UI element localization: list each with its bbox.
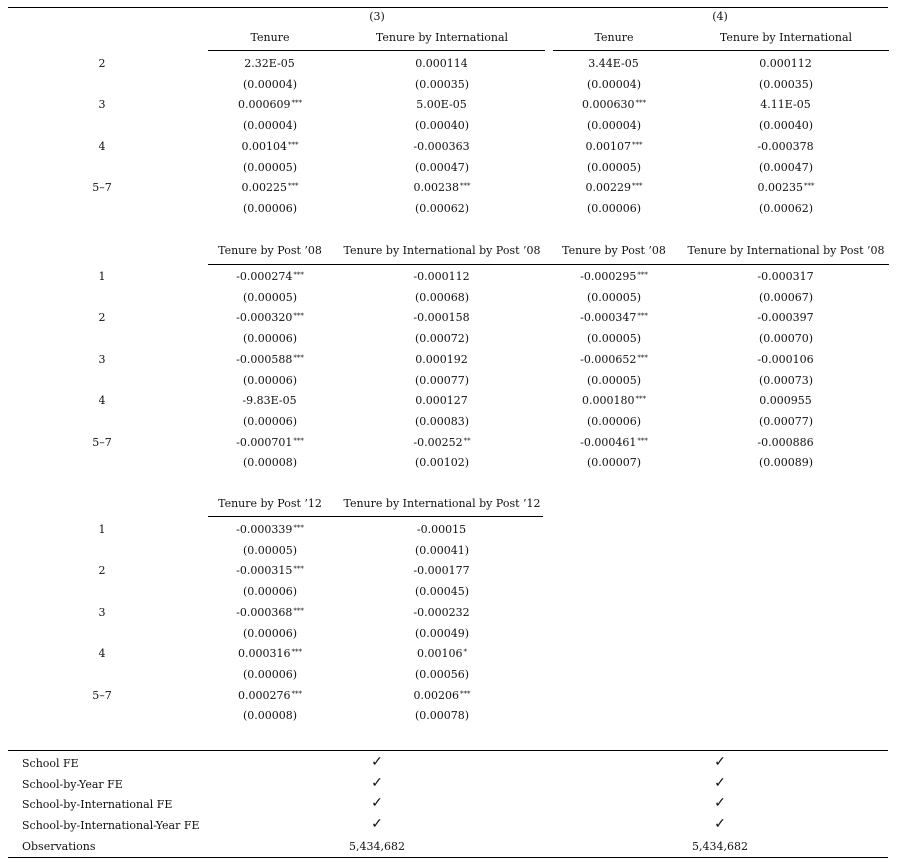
coefficient-value: -0.000461 [580, 436, 637, 449]
coefficient [413, 140, 470, 154]
coefficient [759, 57, 813, 71]
row-label: 4 [98, 140, 106, 153]
standard-error: (0.00006) [586, 202, 642, 215]
panel-2-header-col-2: Tenure by International by Post ’08 [343, 244, 541, 257]
coefficient [238, 647, 302, 661]
standard-error: (0.00040) [758, 119, 814, 132]
standard-error: (0.00006) [586, 415, 642, 428]
column-number-4: (4) [712, 10, 728, 23]
row-label: 3 [98, 353, 106, 366]
row-label: 3 [98, 98, 106, 111]
coefficient-value: 5.00E-05 [416, 98, 467, 111]
row-label: 2 [98, 57, 106, 70]
panel-2-header-rule-1 [208, 264, 889, 265]
coefficient-value: -0.000652 [580, 353, 637, 366]
significance-stars: *** [288, 182, 299, 190]
coefficient-value: -0.000177 [413, 564, 470, 577]
panel-2-header-col-1: Tenure by Post ’08 [218, 244, 322, 257]
panel-1-header-col-3: Tenure [594, 31, 634, 44]
row-label: 1 [98, 523, 106, 536]
standard-error: (0.00077) [414, 374, 470, 387]
significance-stars: * [463, 648, 467, 656]
coefficient [588, 57, 639, 71]
significance-stars: *** [804, 182, 815, 190]
significance-stars: *** [293, 565, 304, 573]
standard-error: (0.00067) [758, 291, 814, 304]
standard-error: (0.00006) [242, 332, 298, 345]
standard-error: (0.00006) [242, 668, 298, 681]
coefficient-value: 0.00235 [757, 181, 803, 194]
coefficient-value: -0.000368 [236, 606, 293, 619]
coefficient-value: -9.83E-05 [242, 394, 297, 407]
row-label: 2 [98, 564, 106, 577]
coefficient-value: -0.000295 [580, 270, 637, 283]
coefficient-value: -0.000274 [236, 270, 293, 283]
coefficient [760, 98, 811, 112]
row-label: 4 [98, 647, 106, 660]
coefficient-value: -0.000315 [236, 564, 293, 577]
standard-error: (0.00045) [414, 585, 470, 598]
coefficient-value: -0.000397 [757, 311, 814, 324]
coefficient [413, 606, 470, 620]
standard-error: (0.00005) [586, 374, 642, 387]
coefficient [413, 564, 470, 578]
column-number-3: (3) [369, 10, 385, 23]
standard-error: (0.00004) [242, 119, 298, 132]
standard-error: (0.00005) [242, 544, 298, 557]
coefficient-value: 0.000112 [759, 57, 812, 70]
standard-error: (0.00004) [586, 78, 642, 91]
standard-error: (0.00047) [414, 161, 470, 174]
standard-error: (0.00007) [586, 456, 642, 469]
coefficient [757, 140, 814, 154]
check-icon: ✓ [714, 754, 726, 770]
standard-error: (0.00004) [586, 119, 642, 132]
coefficient-value: -0.000106 [757, 353, 814, 366]
check-icon: ✓ [371, 754, 383, 770]
coefficient [236, 270, 304, 284]
observations-value: 5,434,682 [692, 840, 748, 853]
row-label: 5–7 [92, 436, 112, 449]
coefficient [242, 140, 299, 154]
standard-error: (0.00006) [242, 585, 298, 598]
row-label: 2 [98, 311, 106, 324]
check-icon: ✓ [371, 795, 383, 811]
standard-error: (0.00089) [758, 456, 814, 469]
significance-stars: *** [637, 437, 648, 445]
coefficient [580, 270, 648, 284]
panel-1-header-rule-2 [553, 50, 889, 51]
coefficient-value: 0.00229 [585, 181, 631, 194]
standard-error: (0.00006) [242, 202, 298, 215]
coefficient [586, 181, 643, 195]
row-label: 5–7 [92, 181, 112, 194]
standard-error: (0.00047) [758, 161, 814, 174]
significance-stars: *** [635, 99, 646, 107]
coefficient [415, 353, 469, 367]
coefficient-value: 3.44E-05 [588, 57, 639, 70]
standard-error: (0.00102) [414, 456, 470, 469]
coefficient [414, 181, 471, 195]
coefficient [415, 57, 469, 71]
coefficient [242, 181, 299, 195]
coefficient [413, 311, 470, 325]
standard-error: (0.00035) [758, 78, 814, 91]
coefficient [757, 311, 814, 325]
coefficient [580, 311, 648, 325]
significance-stars: *** [293, 271, 304, 279]
coefficient-value: -0.000886 [757, 436, 814, 449]
coefficient [758, 181, 815, 195]
standard-error: (0.00068) [414, 291, 470, 304]
panel-1-header-rule-1 [208, 50, 545, 51]
standard-error: (0.00072) [414, 332, 470, 345]
coefficient [236, 564, 304, 578]
coefficient-value: 0.000276 [238, 689, 291, 702]
standard-error: (0.00077) [758, 415, 814, 428]
coefficient [242, 394, 297, 408]
coefficient-value: 0.000630 [582, 98, 635, 111]
coefficient [238, 689, 302, 703]
row-label: 3 [98, 606, 106, 619]
coefficient [582, 394, 646, 408]
significance-stars: *** [291, 648, 302, 656]
significance-stars: *** [460, 182, 471, 190]
coefficient-value: -0.000232 [413, 606, 470, 619]
coefficient [757, 353, 814, 367]
coefficient [580, 353, 648, 367]
significance-stars: *** [293, 524, 304, 532]
coefficient-value: 0.000180 [582, 394, 635, 407]
panel-3-header-col-2: Tenure by International by Post ’12 [343, 497, 541, 510]
standard-error: (0.00078) [414, 709, 470, 722]
coefficient [580, 436, 648, 450]
coefficient [413, 436, 470, 450]
standard-error: (0.00006) [242, 627, 298, 640]
coefficient-value: -0.000701 [236, 436, 293, 449]
coefficient [416, 98, 467, 112]
coefficient [415, 394, 469, 408]
coefficient [759, 394, 813, 408]
significance-stars: *** [293, 312, 304, 320]
coefficient [414, 689, 471, 703]
coefficient [236, 436, 304, 450]
fe-row-label: School FE [22, 757, 79, 770]
significance-stars: *** [293, 607, 304, 615]
coefficient [586, 140, 643, 154]
coefficient-value: 0.00238 [413, 181, 459, 194]
check-icon: ✓ [714, 775, 726, 791]
standard-error: (0.00006) [242, 415, 298, 428]
coefficient [417, 523, 467, 537]
coefficient [757, 436, 814, 450]
significance-stars: *** [291, 690, 302, 698]
standard-error: (0.00005) [242, 291, 298, 304]
row-label: 4 [98, 394, 106, 407]
coefficient [236, 311, 304, 325]
panel-2-header-col-3: Tenure by Post ’08 [562, 244, 666, 257]
panel-1-header-col-2: Tenure by International [375, 31, 509, 44]
standard-error: (0.00056) [414, 668, 470, 681]
coefficient-value: 0.00225 [241, 181, 287, 194]
fe-row-label: School-by-International-Year FE [22, 819, 200, 832]
standard-error: (0.00062) [758, 202, 814, 215]
coefficient-value: -0.00015 [416, 523, 467, 536]
coefficient-value: -0.000347 [580, 311, 637, 324]
panel-1-header-col-1: Tenure [250, 31, 290, 44]
coefficient [236, 523, 304, 537]
significance-stars: *** [293, 354, 304, 362]
coefficient [417, 647, 467, 661]
standard-error: (0.00004) [242, 78, 298, 91]
panel-2-header-col-4: Tenure by International by Post ’08 [687, 244, 885, 257]
check-icon: ✓ [714, 795, 726, 811]
standard-error: (0.00035) [414, 78, 470, 91]
standard-error: (0.00073) [758, 374, 814, 387]
coefficient-value: -0.000317 [757, 270, 814, 283]
coefficient-value: -0.000158 [413, 311, 470, 324]
coefficient-value: 2.32E-05 [244, 57, 295, 70]
significance-stars: *** [293, 437, 304, 445]
coefficient-value: 0.000316 [238, 647, 291, 660]
row-label: 5–7 [92, 689, 112, 702]
coefficient-value: 4.11E-05 [760, 98, 811, 111]
coefficient-value: -0.000320 [236, 311, 293, 324]
coefficient-value: -0.000378 [757, 140, 814, 153]
significance-stars: *** [635, 395, 646, 403]
significance-stars: *** [291, 99, 302, 107]
coefficient-value: -0.000339 [236, 523, 293, 536]
coefficient [236, 606, 304, 620]
coefficient-value: -0.000588 [236, 353, 293, 366]
bottom-rule [8, 857, 888, 858]
fe-row-label: Observations [22, 840, 96, 853]
fe-row-label: School-by-Year FE [22, 778, 123, 791]
check-icon: ✓ [371, 816, 383, 832]
coefficient [413, 270, 470, 284]
panel-3-header-col-1: Tenure by Post ’12 [218, 497, 322, 510]
coefficient [582, 98, 646, 112]
significance-stars: *** [637, 271, 648, 279]
coefficient-value: 0.00106 [417, 647, 463, 660]
check-icon: ✓ [371, 775, 383, 791]
standard-error: (0.00041) [414, 544, 470, 557]
significance-stars: *** [632, 182, 643, 190]
standard-error: (0.00008) [242, 709, 298, 722]
significance-stars: *** [460, 690, 471, 698]
coefficient-value: -0.000112 [413, 270, 470, 283]
standard-error: (0.00005) [586, 161, 642, 174]
top-rule [8, 7, 888, 8]
check-icon: ✓ [714, 816, 726, 832]
coefficient [757, 270, 814, 284]
coefficient-value: -0.00252 [413, 436, 463, 449]
coefficient-value: 0.00104 [241, 140, 287, 153]
coefficient [244, 57, 295, 71]
coefficient-value: 0.000114 [415, 57, 468, 70]
coefficient-value: 0.000609 [238, 98, 291, 111]
panel-3-header-rule-1 [208, 516, 543, 517]
fe-row-label: School-by-International FE [22, 798, 173, 811]
standard-error: (0.00083) [414, 415, 470, 428]
coefficient-value: 0.000127 [415, 394, 468, 407]
standard-error: (0.00005) [586, 291, 642, 304]
fe-top-rule [8, 750, 888, 751]
observations-value: 5,434,682 [349, 840, 405, 853]
standard-error: (0.00008) [242, 456, 298, 469]
coefficient [238, 98, 302, 112]
standard-error: (0.00040) [414, 119, 470, 132]
standard-error: (0.00049) [414, 627, 470, 640]
coefficient-value: 0.000955 [759, 394, 812, 407]
standard-error: (0.00005) [242, 161, 298, 174]
standard-error: (0.00062) [414, 202, 470, 215]
standard-error: (0.00006) [242, 374, 298, 387]
standard-error: (0.00005) [586, 332, 642, 345]
significance-stars: *** [637, 354, 648, 362]
coefficient [236, 353, 304, 367]
coefficient-value: 0.000192 [415, 353, 468, 366]
coefficient-value: 0.00107 [585, 140, 631, 153]
significance-stars: *** [288, 141, 299, 149]
coefficient-value: -0.000363 [413, 140, 470, 153]
standard-error: (0.00070) [758, 332, 814, 345]
significance-stars: ** [463, 437, 471, 445]
significance-stars: *** [632, 141, 643, 149]
significance-stars: *** [637, 312, 648, 320]
panel-1-header-col-4: Tenure by International [719, 31, 853, 44]
coefficient-value: 0.00206 [413, 689, 459, 702]
row-label: 1 [98, 270, 106, 283]
